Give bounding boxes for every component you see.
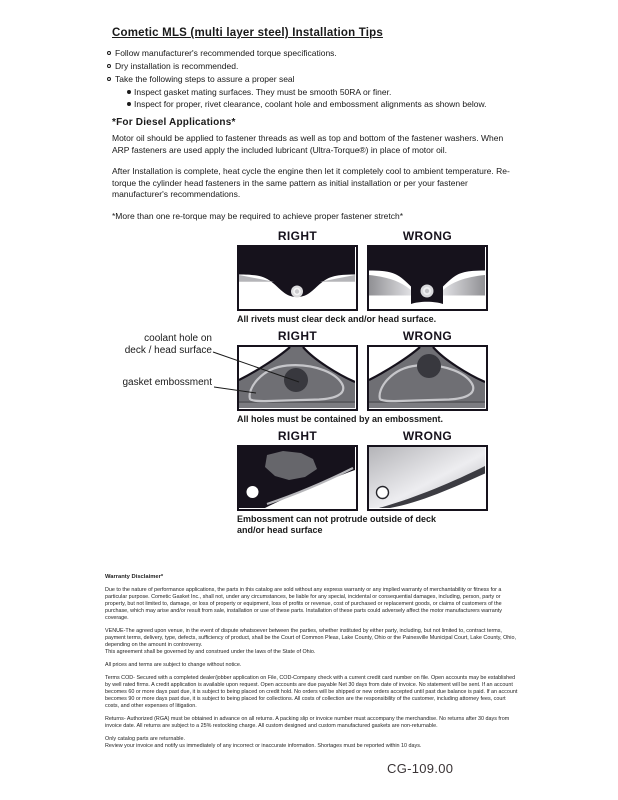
- sub-list-item-text: Inspect gasket mating surfaces. They must be smooth 50RA or finer.: [134, 87, 392, 97]
- diagram-panels: [237, 229, 488, 311]
- right-example: [237, 329, 358, 411]
- diagram-panels: [237, 329, 488, 411]
- diagram-rivet-clearance: [237, 229, 488, 325]
- disclaimer-paragraph: Returns- Authorized (RGA) must be obtained in advance on all returns. A packing slip or invoice number must accompany the merchandise. No returns after 30 days from invoice date. All returns are subject to a 25% restocking charge. All custom designed and custom manufactured gaskets are non-returnable.: [105, 716, 510, 729]
- list-item-text: Dry installation is recommended.: [115, 61, 239, 71]
- filled-bullet-icon: [127, 102, 131, 106]
- gasket-embossment-annotation: gasket embossment: [122, 377, 212, 388]
- warranty-disclaimer: [105, 574, 518, 756]
- page-number: CG-109.00: [387, 761, 454, 776]
- sub-list-item: [127, 86, 486, 98]
- bolt-hole-icon: [247, 486, 259, 498]
- wrong-example: [367, 429, 488, 511]
- retorque-note: *More than one re-torque may be required to achieve proper fastener stretch*: [112, 211, 404, 221]
- diagram1-right-panel: [237, 245, 358, 311]
- caption-line: and/or head surface: [237, 524, 323, 535]
- diesel-paragraph-2: After Installation is complete, heat cycle the engine then let it completely cool to ambient temperature. Re-torque the cylinder head fasteners in the same pattern as initial installation or per your fastener manufacturer's recommendations.: [112, 166, 510, 199]
- wrong-example: [367, 329, 488, 411]
- installation-tips-list: [107, 47, 486, 110]
- filled-bullet-icon: [127, 90, 131, 94]
- disclaimer-paragraph: Review your invoice and notify us immediately of any incorrect or inaccurate information. Shortages must be reported within 10 days.: [105, 743, 422, 749]
- diagram-caption: All rivets must clear deck and/or head surface.: [237, 314, 437, 324]
- annotation-line: coolant hole on: [144, 333, 212, 344]
- wrong-label: WRONG: [402, 429, 453, 443]
- wrong-label: WRONG: [402, 329, 453, 343]
- wrong-example: [367, 229, 488, 311]
- disclaimer-heading: Warranty Disclaimer*: [105, 574, 164, 580]
- diagram3-right-panel: [237, 445, 358, 511]
- diagram-hole-embossment: [237, 329, 488, 425]
- list-item: [107, 73, 486, 86]
- rivet-wrong-illustration: [369, 247, 485, 308]
- diagram-caption: All holes must be contained by an embossment.: [237, 414, 444, 424]
- right-example: [237, 229, 358, 311]
- right-label: RIGHT: [277, 329, 318, 343]
- right-label: RIGHT: [277, 429, 318, 443]
- protrusion-wrong-illustration: [369, 447, 485, 508]
- disclaimer-paragraph: Due to the nature of performance applications, the parts in this catalog are sold without any express warranty or any implied warranty of merchantability or fitness for a particular purpose. Cometic Gasket Inc., shall not, under any circumstances, be liable for any special, incidental or consequential damages, including, person, party or property, but not limited to, damage, or loss of property or equipment, loss of profits or revenue, cost of purchased or replacement goods, or claims of customers of the purchase, which may arise and/or result from sale, installation or use of these parts. Installation of these parts could adversely affect the motor manufacturers warranty coverage.: [105, 587, 502, 621]
- coolant-hole-icon: [284, 368, 308, 392]
- diesel-paragraph-1: Motor oil should be applied to fastener threads as well as top and bottom of the fastener washers. When ARP fasteners are used apply the included lubricant (Ultra-Torque®) in place of motor oil.: [112, 133, 504, 155]
- disclaimer-paragraph: VENUE-The agreed upon venue, in the event of dispute whatsoever between the parties, whether instituted by either party, including, but not limited to, contract terms, payment terms, delivery, type, defects, sufficiency of product, shall be the Court of Common Pleas, Lake County, Ohio or the Painesville Municipal Court, Lake County, Ohio, depending on the amount in controversy.: [105, 628, 516, 648]
- list-item-text: Follow manufacturer's recommended torque specifications.: [115, 48, 337, 58]
- diagram3-wrong-panel: [367, 445, 488, 511]
- annotation-line: deck / head surface: [124, 344, 212, 356]
- sub-list-item-text: Inspect for proper, rivet clearance, coolant hole and embossment alignments as shown below.: [134, 99, 487, 109]
- rivet-right-illustration: [239, 247, 355, 308]
- sub-list-item: [127, 98, 486, 110]
- diesel-applications-heading: *For Diesel Applications*: [112, 117, 236, 128]
- right-label: RIGHT: [277, 229, 318, 243]
- diagram-embossment-protrusion: [237, 429, 488, 535]
- diagram1-wrong-panel: [367, 245, 488, 311]
- bolt-hole-icon: [377, 487, 389, 499]
- diagram-caption: [237, 514, 488, 535]
- disclaimer-paragraph: This agreement shall be governed by and construed under the laws of the State of Ohio.: [105, 649, 316, 655]
- open-bullet-icon: [107, 51, 111, 55]
- diagram2-wrong-panel: [367, 345, 488, 411]
- page-title: Cometic MLS (multi layer steel) Installation Tips: [112, 27, 383, 39]
- disclaimer-paragraph: All prices and terms are subject to change without notice.: [105, 662, 242, 668]
- list-item-text: Take the following steps to assure a proper seal: [115, 74, 295, 84]
- wrong-label: WRONG: [402, 229, 453, 243]
- caption-line: Embossment can not protrude outside of deck: [237, 514, 437, 524]
- disclaimer-paragraph: Terms COD- Secured with a completed dealer/jobber application on File, COD-Company check with a current credit card number on file. Open accounts may be established by well rated firms. A credit application is available upon request. Open accounts are due payable Net 30 days from date of invoice. No statement will be sent. If an account becomes 60 or more days past due, it is subject to being placed on credit hold. No orders will be shipped or new orders accepted until past due balance is paid. If an account becomes 90 or more days past due, it is subject to being placed for collections. All costs of collection are the responsibility of the customer, including attorney fees, court costs, and other expenses of litigation.: [105, 675, 518, 709]
- diagram-panels: [237, 429, 488, 511]
- diagram2-right-panel: [237, 345, 358, 411]
- open-bullet-icon: [107, 64, 111, 68]
- disclaimer-paragraph: Only catalog parts are returnable.: [105, 736, 186, 742]
- open-bullet-icon: [107, 77, 111, 81]
- right-example: [237, 429, 358, 511]
- protrusion-right-illustration: [239, 447, 355, 508]
- embossment-wrong-illustration: [369, 347, 485, 408]
- embossment-right-illustration: [239, 347, 355, 408]
- list-item: [107, 60, 486, 73]
- coolant-hole-icon: [417, 354, 441, 378]
- list-item: [107, 47, 486, 60]
- coolant-hole-annotation: [105, 333, 212, 356]
